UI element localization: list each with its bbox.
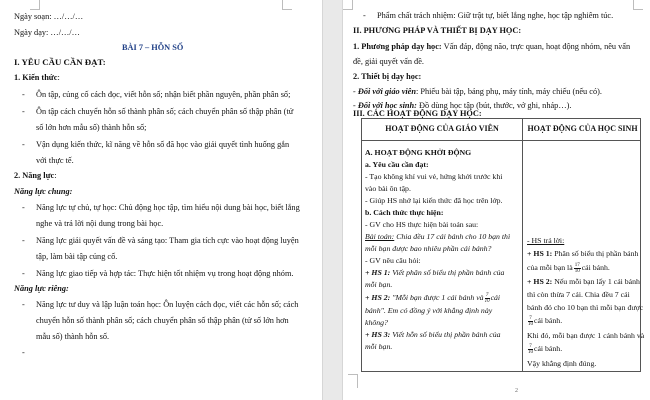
general-competence-item[interactable]: Năng lực giao tiếp và hợp tác: Thực hiện tốt nhiệm vụ trong hoạt động nhóm. <box>36 269 294 278</box>
requirement-line[interactable]: - Tạo không khí vui vẻ, hứng khởi trước khi <box>365 172 503 181</box>
hs2-answer-cont[interactable]: bánh đó cho 10 bạn thì mỗi bạn được <box>527 303 644 312</box>
general-competence-item[interactable]: Năng lực giải quyết vấn đề và sáng tạo: Tham gia tích cực vào hoạt động luyện <box>36 236 299 245</box>
hs1-answer[interactable]: + HS 1: Phân số biểu thị phần bánh <box>527 249 639 258</box>
hs2-question-cont[interactable]: bánh". Em có đồng ý với khẳng định này <box>365 306 493 315</box>
document-page-2: - Phẩm chất trách nhiệm: Giữ trật tự, biết lắng nghe, học tập nghiêm túc. II. PHƯƠNG PHÁP VÀ THIẾT BỊ DẠY HỌC: 1. Phương pháp dạy học: Vấn đáp, động não, trực quan, hoạt động nhóm, nêu vấn đề, giải quyết vấn đề. 2. Thiết bị dạy học: - Đối với giáo viên: Phiếu bài tập, bảng phụ, máy tính, máy chiếu (nếu có). - Đối với học sinh: Đồ dùng học tập (bút, thước, vở ghi, nháp…). III. CÁC HOẠT ĐỘNG DẠY HỌC: HOẠT ĐỘNG CỦA GIÁO VIÊN HOẠT ĐỘNG CỦA HỌC SINH A. HOẠT ĐỘNG KHỞI ĐỘNG a. Yêu cầu cần đạt: - Tạo không khí vui vẻ, hứng khởi trước khi vào bài ôn tập. - Giúp HS nhớ lại kiến thức đã học trên lớp. b. Cách thức thực hiện: - GV cho HS thực hiện bài toán sau: Bài toán: Chia đều 17 cái bánh cho 10 bạn thì mỗi bạn được bao nhiêu phần cái bánh? - GV nêu câu hỏi: + HS 1: Viết phân số biểu thị phần bánh của mỗi bạn. + HS 2: "Mỗi bạn được 1 cái bánh và $\frac{7}{10}$ cái bánh". Em có đồng ý với khẳng định này không? + HS 3: Viết hỗn số biểu thị phần bánh của mỗi bạn. - HS trả lời: + HS 1: Phân số biểu thị phần bánh của mỗi bạn là $\frac{17}{10}$ cái bánh. + HS 2: Nếu mỗi bạn lấy 1 cái bánh thì còn thừa 7 cái. Chia đều 7 cái bánh đó cho 10 bạn thì mỗi bạn được $\frac{7}{10}$ cái bánh. Khi đó, mỗi bạn được 1 cánh bánh và $\frac{7}{10}$ cái bánh. Vậy khẳng định đúng. 2 <box>343 0 650 400</box>
hs2-answer[interactable]: + HS 2: Nếu mỗi bạn lấy 1 cái bánh <box>527 277 640 286</box>
knowledge-item-cont[interactable]: số lớn hơn mẫu số) thành hỗn số; <box>36 123 147 132</box>
general-competence-item-cont[interactable]: tập, làm bài tập củng cố. <box>36 252 118 261</box>
fraction-7-10: $\frac{7}{10}$ <box>528 343 533 355</box>
fraction-17-10: $\frac{17}{10}$ <box>574 262 580 274</box>
knowledge-heading[interactable]: 1. Kiến thức: <box>14 73 60 82</box>
specific-competence-item-cont[interactable]: mẫu số) thành hỗn số. <box>36 332 110 341</box>
task-line[interactable]: - GV cho HS thực hiện bài toán sau: <box>365 220 479 229</box>
page-number: 2 <box>515 388 518 394</box>
document-page-1: Ngày soạn: …/…/… Ngày dạy: …/…/… BÀI 7 – HỖN SỐ I. YÊU CẦU CẦN ĐẠT: 1. Kiến thức: - Ôn tập, củng cố cách đọc, viết hỗn số; nhận biết phần nguyên, phần phân số; - Ôn tập cách chuyển hỗn số thành phân số; cách chuyển phân số thập phân (tử số lớn hơn mẫu số) thành hỗn số; - Vận dụng kiến thức, kĩ năng về hỗn số đã học vào giải quyết tình huống gắn với thực tế. 2. Năng lực: Năng lực chung: - Năng lực tự chủ, tự học: Chủ động học tập, tìm hiểu nội dung bài học, biết lắng nghe và trả lời nội dung trong bài học. - Năng lực giải quyết vấn đề và sáng tạo: Tham gia tích cực vào hoạt động luyện tập, làm bài tập củng cố. - Năng lực giao tiếp và hợp tác: Thực hiện tốt nhiệm vụ trong hoạt động nhóm. Năng lực riêng: - Năng lực tư duy và lập luận toán học: Ôn luyện cách đọc, viết các hỗn số; cách chuyển hỗn số thành phân số; cách chuyển phân số thập phân (tử số lớn hơn mẫu số) thành hỗn số. <box>0 0 322 400</box>
crop-mark <box>633 0 643 10</box>
crop-mark <box>348 374 358 388</box>
hs1-question-cont[interactable]: mỗi bạn. <box>365 280 393 289</box>
general-competence-item[interactable]: Năng lực tự chủ, tự học: Chủ động học tập, tìm hiểu nội dung bài học, biết lắng <box>36 203 300 212</box>
general-competence-item-cont[interactable]: nghe và trả lời nội dung trong bài học. <box>36 219 164 228</box>
document-page-1-content-lower: - <box>22 348 25 357</box>
equipment-heading[interactable]: 2. Thiết bị dạy học: <box>353 72 422 81</box>
warmup-heading[interactable]: A. HOẠT ĐỘNG KHỞI ĐỘNG <box>365 148 472 157</box>
crop-mark <box>343 0 353 10</box>
specific-competence-item[interactable]: Năng lực tư duy và lập luận toán học: Ôn luyện cách đọc, viết các hỗn số; cách <box>36 300 299 309</box>
hs2-answer-cont[interactable]: thì còn thừa 7 cái. Chia đều 7 cái <box>527 290 630 299</box>
problem-line-cont[interactable]: mỗi bạn được bao nhiêu phần cái bánh? <box>365 244 492 253</box>
competence-heading[interactable]: 2. Năng lực: <box>14 171 57 180</box>
fraction-7-10: $\frac{7}{10}$ <box>528 315 533 327</box>
requirement-heading[interactable]: a. Yêu cầu cần đạt: <box>365 160 429 169</box>
date-taught[interactable]: Ngày dạy: …/…/… <box>14 28 80 37</box>
knowledge-item[interactable]: Ôn tập cách chuyển hỗn số thành phân số; cách chuyển phân số thập phân (tử <box>36 107 294 116</box>
hs1-question[interactable]: + HS 1: Viết phân số biểu thị phần bánh của <box>365 268 505 277</box>
requirement-line[interactable]: vào bài ôn tập. <box>365 184 411 193</box>
hs2-question-cont[interactable]: không? <box>365 318 388 327</box>
hs2-answer-cont[interactable]: $\frac{7}{10}$ cái bánh. <box>528 315 563 327</box>
table-header-student: HOẠT ĐỘNG CỦA HỌC SINH <box>527 124 638 133</box>
method-heading[interactable]: b. Cách thức thực hiện: <box>365 208 444 217</box>
student-equipment[interactable]: - Đối với học sinh: Đồ dùng học tập (bút, thước, vở ghi, nháp…). <box>353 101 572 110</box>
teacher-equipment[interactable]: - Đối với giáo viên: Phiếu bài tập, bảng phụ, máy tính, máy chiếu (nếu có). <box>353 87 602 96</box>
lesson-title[interactable]: BÀI 7 – HỖN SỐ <box>122 43 184 52</box>
hs1-answer-cont[interactable]: của mỗi bạn là $\frac{17}{10}$ cái bánh. <box>527 262 610 274</box>
specific-competence-heading[interactable]: Năng lực riêng: <box>14 284 69 293</box>
fraction-7-10: $\frac{7}{10}$ <box>484 292 490 304</box>
general-competence-heading[interactable]: Năng lực chung: <box>14 187 73 196</box>
conclusion-line[interactable]: Vậy khẳng định đúng. <box>527 359 597 368</box>
hs2-answer-cont[interactable]: Khi đó, mỗi bạn được 1 cánh bánh và <box>527 331 645 340</box>
knowledge-item[interactable]: Vận dụng kiến thức, kĩ năng về hỗn số đã học vào giải quyết tình huống gắn <box>36 140 290 149</box>
question-line[interactable]: - GV nêu câu hỏi: <box>365 256 421 265</box>
student-answer-heading[interactable]: - HS trả lời: <box>527 236 565 245</box>
hs2-question[interactable]: + HS 2: "Mỗi bạn được 1 cái bánh và $\frac{7}{10}$ cái <box>365 292 501 304</box>
section-heading-methods[interactable]: II. PHƯƠNG PHÁP VÀ THIẾT BỊ DẠY HỌC: <box>353 26 522 35</box>
activities-table <box>361 118 645 372</box>
hs3-question[interactable]: + HS 3: Viết hỗn số biểu thị phần bánh của <box>365 330 501 339</box>
hs2-answer-cont[interactable]: $\frac{7}{10}$ cái bánh. <box>528 343 563 355</box>
date-prepared[interactable]: Ngày soạn: …/…/… <box>14 12 84 21</box>
methods-line-cont[interactable]: đề, giải quyết vấn đề. <box>353 57 424 66</box>
table-header-teacher: HOẠT ĐỘNG CỦA GIÁO VIÊN <box>385 124 499 133</box>
responsibility-item[interactable]: Phẩm chất trách nhiệm: Giữ trật tự, biết lắng nghe, học tập nghiêm túc. <box>377 11 614 20</box>
page-gutter <box>322 0 343 400</box>
methods-line[interactable]: 1. Phương pháp dạy học: Vấn đáp, động não, trực quan, hoạt động nhóm, nêu vấn <box>353 42 631 51</box>
knowledge-item[interactable]: Ôn tập, củng cố cách đọc, viết hỗn số; nhận biết phần nguyên, phần phân số; <box>36 90 291 99</box>
section-heading-activities[interactable]: III. CÁC HOẠT ĐỘNG DẠY HỌC: <box>353 109 482 118</box>
knowledge-item-cont[interactable]: với thực tế. <box>36 156 74 165</box>
section-heading-requirements[interactable]: I. YÊU CẦU CẦN ĐẠT: <box>14 57 106 67</box>
requirement-line[interactable]: - Giúp HS nhớ lại kiến thức đã học trên lớp. <box>365 196 503 205</box>
hs3-question-cont[interactable]: mỗi bạn. <box>365 342 393 351</box>
problem-line[interactable]: Bài toán: Chia đều 17 cái bánh cho 10 bạn thì <box>365 232 511 241</box>
specific-competence-item-cont[interactable]: chuyển hỗn số thành phân số; cách chuyển phân số thập phân (tử số lớn hơn <box>36 316 289 325</box>
